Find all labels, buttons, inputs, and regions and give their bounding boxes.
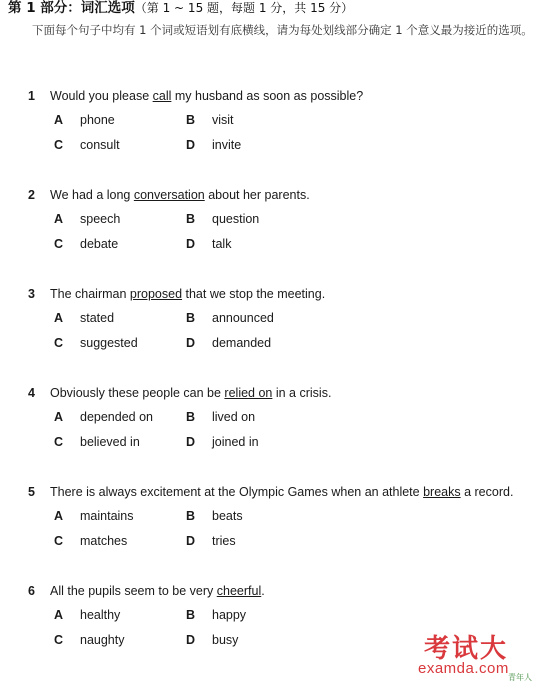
answer-option[interactable] <box>54 434 140 450</box>
option-text: depended on <box>80 410 153 424</box>
option-letter: D <box>186 138 196 152</box>
question-text: There is always excitement at the Olympic Games when an athlete <box>50 485 424 499</box>
question-stem <box>28 286 538 302</box>
section-header <box>8 0 538 41</box>
watermark-tag: 青年人 <box>508 673 532 682</box>
option-letter: C <box>54 237 64 251</box>
option-letter: B <box>186 410 196 424</box>
answer-option[interactable] <box>54 409 153 425</box>
option-text: beats <box>212 509 243 523</box>
option-text: joined in <box>212 435 259 449</box>
option-letter: D <box>186 435 196 449</box>
answer-option[interactable] <box>54 533 127 549</box>
question-text: about her parents. <box>204 188 310 202</box>
option-letter: C <box>54 435 64 449</box>
question-number: 3 <box>28 287 35 301</box>
question-number: 5 <box>28 485 35 499</box>
section-instructions: 下面每个句子中均有 1 个词或短语划有底横线，请为每处划线部分确定 1 个意义最为接近的选项。 <box>32 23 533 37</box>
answer-option[interactable] <box>186 310 274 326</box>
answer-option[interactable] <box>54 112 115 128</box>
option-letter: B <box>186 311 196 325</box>
answer-option[interactable] <box>186 607 246 623</box>
option-text: invite <box>212 138 242 152</box>
question-stem <box>28 385 538 401</box>
option-letter: A <box>54 410 64 424</box>
question-item <box>28 187 538 251</box>
answer-option[interactable] <box>54 335 138 351</box>
underlined-word: cheerful <box>216 584 262 598</box>
watermark-brand: 考试大 <box>424 634 509 664</box>
answer-option[interactable] <box>186 137 241 153</box>
option-text: maintains <box>80 509 134 523</box>
answer-option[interactable] <box>54 508 134 524</box>
question-item <box>28 286 538 350</box>
option-letter: D <box>186 336 196 350</box>
question-item <box>28 88 538 152</box>
option-text: talk <box>212 237 232 251</box>
option-text: believed in <box>80 435 140 449</box>
option-text: demanded <box>212 336 272 350</box>
option-letter: C <box>54 534 64 548</box>
question-item <box>28 385 538 449</box>
answer-option[interactable] <box>186 508 243 524</box>
answer-option[interactable] <box>186 632 238 648</box>
question-text: Obviously these people can be <box>50 386 225 400</box>
option-letter: B <box>186 509 196 523</box>
option-text: naughty <box>80 633 125 647</box>
question-number: 2 <box>28 188 35 202</box>
answer-option[interactable] <box>54 211 120 227</box>
option-text: tries <box>212 534 236 548</box>
answer-option[interactable] <box>186 434 259 450</box>
question-stem <box>28 583 538 599</box>
answer-option[interactable] <box>54 632 124 648</box>
question-number: 1 <box>28 89 35 103</box>
question-text: a record. <box>460 485 514 499</box>
watermark-domain: examda.com <box>418 660 509 677</box>
question-stem <box>28 484 538 500</box>
option-text: stated <box>80 311 115 325</box>
option-letter: B <box>186 113 196 127</box>
underlined-word: call <box>152 89 172 103</box>
option-text: busy <box>212 633 239 647</box>
question-text: All the pupils seem to be very <box>50 584 217 598</box>
answer-option[interactable] <box>186 211 259 227</box>
answer-option[interactable] <box>54 607 120 623</box>
question-number: 6 <box>28 584 35 598</box>
question-text: The chairman <box>50 287 130 301</box>
answer-option[interactable] <box>186 409 255 425</box>
option-letter: C <box>54 336 64 350</box>
option-letter: A <box>54 608 64 622</box>
section-title-text: 第 1 部分：词汇选项 <box>8 0 135 16</box>
option-text: healthy <box>80 608 121 622</box>
option-letter: A <box>54 113 64 127</box>
answer-option[interactable] <box>54 137 120 153</box>
underlined-word: conversation <box>133 188 205 202</box>
question-number: 4 <box>28 386 35 400</box>
option-letter: D <box>186 633 196 647</box>
question-text: that we stop the meeting. <box>182 287 326 301</box>
question-stem <box>28 187 538 203</box>
question-text: Would you please <box>50 89 153 103</box>
option-letter: C <box>54 138 64 152</box>
option-text: debate <box>80 237 119 251</box>
option-letter: D <box>186 534 196 548</box>
answer-option[interactable] <box>186 112 234 128</box>
question-text: We had a long <box>50 188 134 202</box>
section-title <box>8 0 538 16</box>
option-text: question <box>212 212 260 226</box>
option-text: happy <box>212 608 247 622</box>
answer-option[interactable] <box>186 236 231 252</box>
question-item <box>28 583 538 647</box>
question-stem <box>28 88 538 104</box>
option-text: consult <box>80 138 120 152</box>
underlined-word: breaks <box>423 485 461 499</box>
question-text: in a crisis. <box>272 386 332 400</box>
underlined-word: relied on <box>224 386 273 400</box>
answer-option[interactable] <box>54 236 118 252</box>
option-text: announced <box>212 311 274 325</box>
answer-option[interactable] <box>54 310 114 326</box>
option-text: visit <box>212 113 234 127</box>
option-letter: A <box>54 311 64 325</box>
option-letter: D <box>186 237 196 251</box>
option-text: speech <box>80 212 121 226</box>
answer-option[interactable] <box>186 533 236 549</box>
option-text: lived on <box>212 410 256 424</box>
underlined-word: proposed <box>129 287 183 301</box>
option-text: phone <box>80 113 115 127</box>
option-letter: B <box>186 608 196 622</box>
option-text: suggested <box>80 336 138 350</box>
option-letter: A <box>54 509 64 523</box>
answer-option[interactable] <box>186 335 271 351</box>
watermark-logo <box>416 628 540 684</box>
option-text: matches <box>80 534 128 548</box>
question-item <box>28 484 538 548</box>
option-letter: A <box>54 212 64 226</box>
section-scoring-note: （第 1 ~ 15 题，每题 1 分，共 15 分） <box>134 1 354 15</box>
option-letter: B <box>186 212 196 226</box>
question-text: . <box>261 584 265 598</box>
question-text: my husband as soon as possible? <box>171 89 364 103</box>
option-letter: C <box>54 633 64 647</box>
